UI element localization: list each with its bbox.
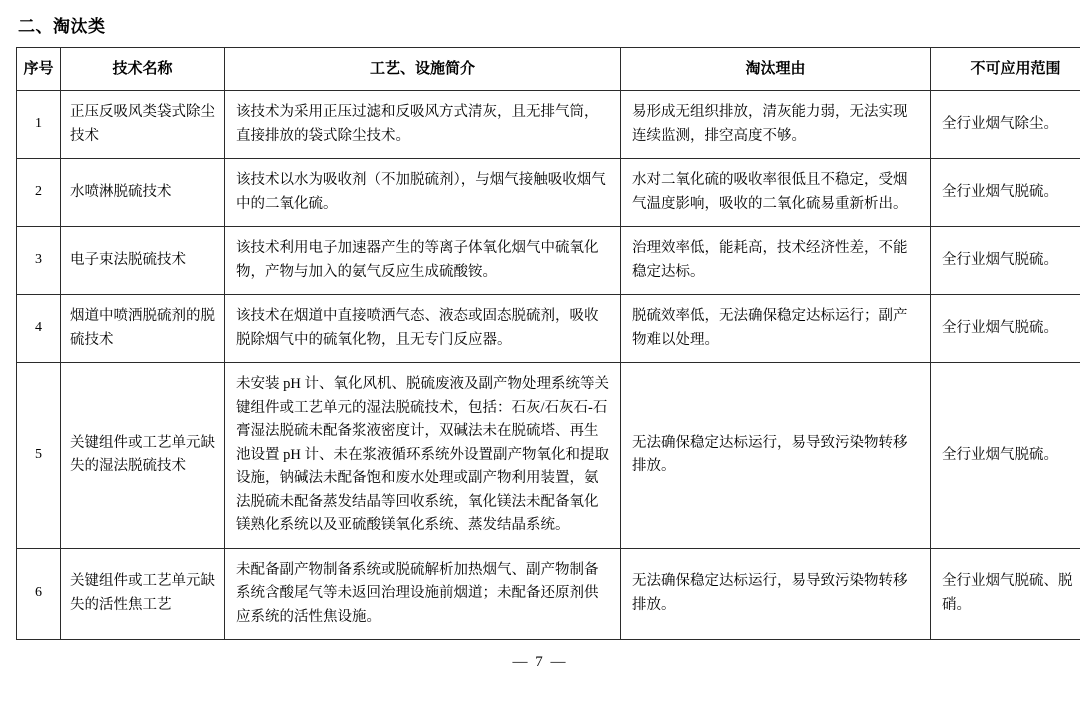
row-reason: 无法确保稳定达标运行，易导致污染物转移排放。 [621,363,931,548]
row-technology-name: 关键组件或工艺单元缺失的活性焦工艺 [61,548,225,639]
elimination-category-table [16,47,1080,640]
row-technology-name: 水喷淋脱硫技术 [61,159,225,227]
row-scope: 全行业烟气脱硫。 [931,159,1080,227]
row-number: 4 [17,295,61,363]
page-number: — 7 — [512,654,568,671]
row-description: 该技术在烟道中直接喷洒气态、液态或固态脱硫剂，吸收脱除烟气中的硫氧化物，且无专门反应器。 [225,295,621,363]
row-description: 该技术为采用正压过滤和反吸风方式清灰，且无排气筒，直接排放的袋式除尘技术。 [225,91,621,159]
row-scope: 全行业烟气脱硫。 [931,363,1080,548]
row-scope: 全行业烟气脱硫。 [931,227,1080,295]
row-number: 1 [17,91,61,159]
row-description: 该技术利用电子加速器产生的等离子体氧化烟气中硫氧化物，产物与加入的氨气反应生成硫酸铵。 [225,227,621,295]
column-header-name: 技术名称 [61,48,225,91]
table-row [17,91,1080,159]
column-header-description: 工艺、设施简介 [225,48,621,91]
page-title: 二、淘汰类 [18,17,106,36]
row-description: 未安装 pH 计、氧化风机、脱硫废液及副产物处理系统等关键组件或工艺单元的湿法脱硫技术，包括：石灰/石灰石-石膏湿法脱硫未配备浆液密度计，双碱法未在脱硫塔、再生池设置 pH 计、未在浆液循环系统外设置副产物氧化和提取设施，钠碱法未配备饱和废水处理或副产物利用装置，氨法脱硫未配备蒸发结晶等回收系统，氧化镁法未配备氧化镁熟化系统以及亚硫酸镁氧化系统、蒸发结晶系统。 [225,363,621,548]
row-technology-name: 正压反吸风类袋式除尘技术 [61,91,225,159]
table-row [17,363,1080,548]
table-row [17,159,1080,227]
column-header-reason: 淘汰理由 [621,48,931,91]
row-technology-name: 电子束法脱硫技术 [61,227,225,295]
table-row [17,548,1080,639]
row-number: 5 [17,363,61,548]
table-row [17,227,1080,295]
table-header-row [17,48,1080,91]
row-technology-name: 关键组件或工艺单元缺失的湿法脱硫技术 [61,363,225,548]
row-scope: 全行业烟气脱硫、脱硝。 [931,548,1080,639]
row-scope: 全行业烟气脱硫。 [931,295,1080,363]
row-number: 6 [17,548,61,639]
row-reason: 水对二氧化硫的吸收率很低且不稳定，受烟气温度影响，吸收的二氧化硫易重新析出。 [621,159,931,227]
row-description: 未配备副产物制备系统或脱硫解析加热烟气、副产物制备系统含酸尾气等未返回治理设施前烟道；未配备还原剂供应系统的活性焦设施。 [225,548,621,639]
row-number: 3 [17,227,61,295]
row-number: 2 [17,159,61,227]
row-reason: 治理效率低，能耗高，技术经济性差，不能稳定达标。 [621,227,931,295]
column-header-scope: 不可应用范围 [931,48,1080,91]
row-technology-name: 烟道中喷洒脱硫剂的脱硫技术 [61,295,225,363]
row-reason: 脱硫效率低，无法确保稳定达标运行；副产物难以处理。 [621,295,931,363]
row-description: 该技术以水为吸收剂（不加脱硫剂），与烟气接触吸收烟气中的二氧化硫。 [225,159,621,227]
row-reason: 易形成无组织排放，清灰能力弱，无法实现连续监测，排空高度不够。 [621,91,931,159]
table-row [17,295,1080,363]
column-header-number: 序号 [17,48,61,91]
row-scope: 全行业烟气除尘。 [931,91,1080,159]
row-reason: 无法确保稳定达标运行，易导致污染物转移排放。 [621,548,931,639]
